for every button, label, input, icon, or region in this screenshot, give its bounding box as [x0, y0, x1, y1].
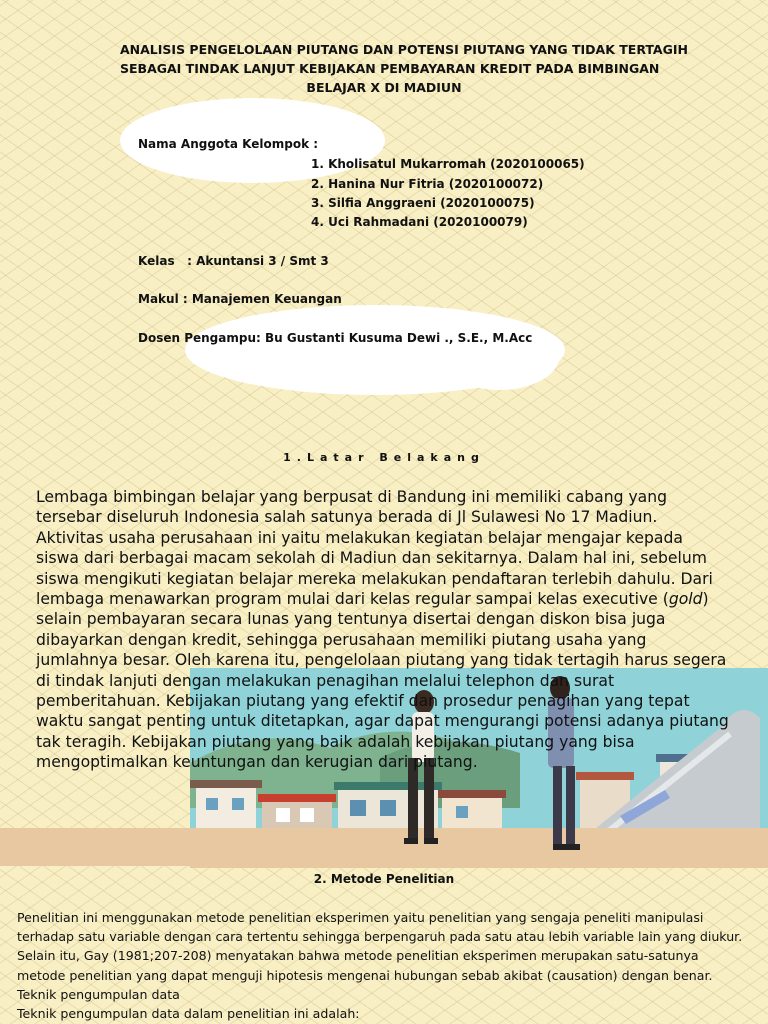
paragraph-line: Teknik pengumpulan data: [17, 986, 180, 1002]
document-title: [120, 40, 688, 97]
paragraph-line: tersebar diseluruh Indonesia salah satunya berada di Jl Sulawesi No 17 Madiun.: [36, 508, 658, 527]
paragraph-line: selain pembayaran secara lunas yang tentunya disertai dengan diskon bisa juga: [36, 610, 666, 629]
paragraph-line: Lembaga bimbingan belajar yang berpusat di Bandung ini memiliki cabang yang: [36, 488, 668, 506]
paragraph-line: dibayarkan dengan kredit, sehingga perusahaan memiliki piutang usaha yang: [36, 630, 647, 649]
member-item: 2. Hanina Nur Fitria (2020100072): [311, 177, 544, 191]
paragraph-line: Aktivitas usaha perusahaan ini yaitu melakukan kegiatan belajar mengajar kepada: [36, 528, 683, 547]
member-item: 4. Uci Rahmadani (2020100079): [311, 215, 528, 229]
dosen-line: Dosen Pengampu: Bu Gustanti Kusuma Dewi ., S.E., M.Acc: [138, 331, 533, 345]
section-heading-metode-penelitian: 2. Metode Penelitian: [313, 872, 455, 886]
section-heading-latar-belakang: 1.Latar Belakang: [283, 451, 485, 464]
paragraph-line: pemberitahuan. Kebijakan piutang yang efektif dan prosedur penagihan yang tepat: [36, 692, 690, 711]
paragraph-line: [36, 589, 736, 609]
makul-line: Makul : Manajemen Keuangan: [138, 292, 342, 306]
section-latar-belakang-body: [36, 487, 736, 773]
paragraph-line: Penelitian ini menggunakan metode penelitian eksperimen yaitu penelitian yang sengaja peneliti manipulasi: [17, 910, 704, 925]
line-text: ): [702, 590, 709, 609]
paragraph-line: siswa dari berbagai macam sekolah di Madiun dan sekitarnya. Dalam hal ini, sebelum: [36, 549, 707, 568]
paragraph-line: Teknik pengumpulan data dalam penelitian ini adalah:: [17, 1006, 360, 1022]
italic-term: gold: [668, 590, 703, 609]
paragraph-line: mengoptimalkan keuntungan dan kerugian dari piutang.: [36, 753, 478, 772]
paragraph-line: metode penelitian yang dapat menguji hipotesis mengenai hubungan sebab akibat (causation) dengan benar.: [17, 967, 713, 983]
paragraph-line: Selain itu, Gay (1981;207-208) menyatakan bahwa metode penelitian eksperimen merupakan satu-satunya: [17, 948, 699, 964]
line-text: lembaga menawarkan program mulai dari kelas regular sampai kelas executive (: [36, 590, 669, 609]
kelas-line: Kelas : Akuntansi 3 / Smt 3: [138, 254, 329, 268]
section-metode-body: [17, 908, 757, 1023]
paragraph-line: di tindak lanjuti dengan melakukan penagihan melalui telephon dan surat: [36, 671, 615, 690]
title-line: SEBAGAI TINDAK LANJUT KEBIJAKAN PEMBAYARAN KREDIT PADA BIMBINGAN: [120, 61, 660, 76]
member-item: 3. Silfia Anggraeni (2020100075): [311, 196, 535, 210]
title-line: ANALISIS PENGELOLAAN PIUTANG DAN POTENSI PIUTANG YANG TIDAK TERTAGIH: [120, 42, 688, 57]
group-label: Nama Anggota Kelompok :: [138, 137, 319, 151]
title-line: BELAJAR X DI MADIUN: [306, 80, 462, 95]
paragraph-line: waktu sangat penting untuk ditetapkan, agar dapat mengurangi potensi adanya piutang: [36, 712, 729, 731]
paragraph-line: siswa mengikuti kegiatan belajar mereka melakukan pendaftaran terlebih dahulu. Dari: [36, 569, 713, 588]
member-item: 1. Kholisatul Mukarromah (2020100065): [311, 157, 585, 171]
paragraph-line: jumlahnya besar. Oleh karena itu, pengelolaan piutang yang tidak tertagih harus segera: [36, 651, 727, 670]
paragraph-line: terhadap satu variable dengan cara tertentu sehingga berpengaruh pada satu atau lebih variable lain yang diukur.: [17, 929, 743, 945]
paragraph-line: tak teragih. Kebijakan piutang yang baik adalah kebijakan piutang yang bisa: [36, 732, 635, 751]
